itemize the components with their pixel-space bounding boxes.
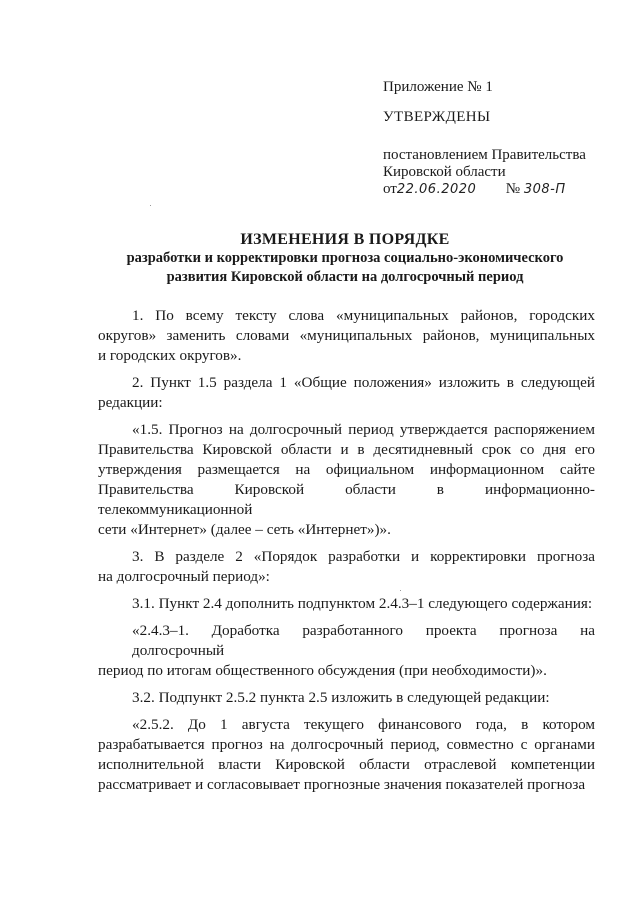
text-line: «2.5.2. До 1 августа текущего финансового года, в котором [132, 716, 595, 733]
decree-line-2: Кировской области [383, 164, 506, 180]
decree-line-1: постановлением Правительства [383, 147, 586, 163]
paragraph [98, 420, 595, 540]
text-line: период по итогам общественного обсуждения (при необходимости)». [98, 662, 547, 679]
paragraph [98, 547, 595, 587]
text-line: на долгосрочный период»: [98, 568, 270, 585]
text-line: округов» заменить словами «муниципальных районов, муниципальных [98, 327, 595, 344]
text-line: сети «Интернет» (далее – сеть «Интернет»)». [98, 521, 391, 538]
decree-date-number [383, 180, 566, 199]
text-line: разрабатывается прогноз на долгосрочный период, совместно с органами [98, 736, 595, 753]
paragraph [98, 715, 595, 795]
approved-label: УТВЕРЖДЕНЫ [383, 109, 491, 125]
text-line: «1.5. Прогноз на долгосрочный период утверждается распоряжением [132, 421, 595, 438]
text-line: утверждения размещается на официальном информационном сайте [98, 461, 595, 478]
text-line: 1. По всему тексту слова «муниципальных районов, городских [132, 307, 595, 324]
appendix-label: Приложение № 1 [383, 79, 493, 95]
paragraph [98, 373, 595, 413]
document-subtitle-line-2: развития Кировской области на долгосрочный период [166, 269, 524, 285]
scan-speck [150, 205, 151, 206]
paragraph [98, 621, 595, 681]
text-line: 3.2. Подпункт 2.5.2 пункта 2.5 изложить в следующей редакции: [132, 689, 550, 706]
text-line: Правительства Кировской области в информационно-телекоммуникационной [98, 481, 595, 518]
date-prefix: от [383, 181, 397, 197]
text-line: 3. В разделе 2 «Порядок разработки и корректировки прогноза [132, 548, 595, 565]
text-line: Правительства Кировской области и в десятидневный срок со дня его [98, 441, 595, 458]
decree-date: 22.06.2020 [396, 182, 477, 197]
text-line: 2. Пункт 1.5 раздела 1 «Общие положения» изложить в следующей [132, 374, 595, 391]
text-line: «2.4.3–1. Доработка разработанного проекта прогноза на долгосрочный [132, 622, 595, 659]
document-title: ИЗМЕНЕНИЯ В ПОРЯДКЕ [240, 231, 450, 248]
decree-number: 308-П [523, 182, 566, 197]
document-body [98, 306, 595, 802]
text-line: рассматривает и согласовывает прогнозные значения показателей прогноза [98, 776, 586, 793]
paragraph [98, 306, 595, 366]
text-line: 3.1. Пункт 2.4 дополнить подпунктом 2.4.3–1 следующего содержания: [132, 595, 593, 612]
document-subtitle-line-1: разработки и корректировки прогноза социально-экономического [126, 250, 564, 266]
number-prefix: № [505, 181, 521, 197]
paragraph [119, 594, 595, 614]
text-line: редакции: [98, 394, 163, 411]
scan-speck [400, 590, 401, 591]
text-line: и городских округов». [98, 347, 242, 364]
paragraph [119, 688, 595, 708]
text-line: исполнительной власти Кировской области отраслевой компетенции [98, 756, 595, 773]
